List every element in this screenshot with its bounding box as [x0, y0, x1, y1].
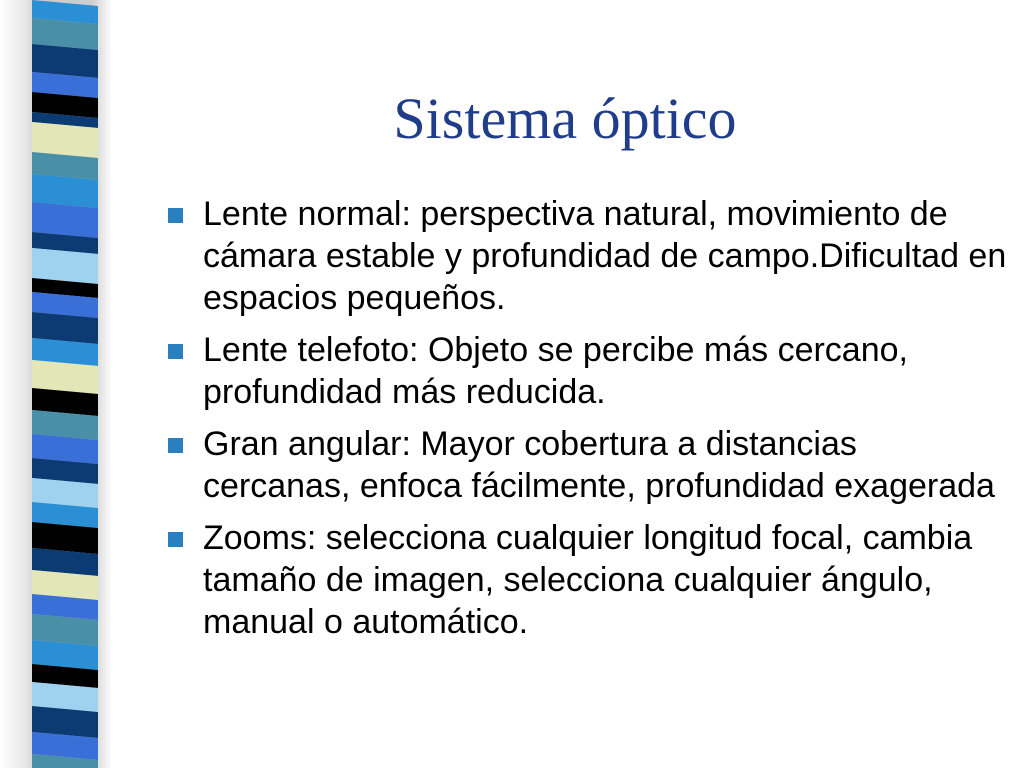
square-bullet-icon — [168, 438, 183, 453]
stripe-band — [32, 122, 98, 158]
decorative-stripe — [0, 0, 120, 768]
square-bullet-icon — [168, 208, 183, 223]
bullet-item — [164, 193, 1009, 319]
bullet-list — [164, 193, 1009, 653]
square-bullet-icon — [168, 532, 183, 547]
bullet-text: Lente normal: perspectiva natural, movimiento de cámara estable y profundidad de campo.Dificultad en espacios pequeños. — [203, 195, 1007, 317]
stripe-band — [32, 360, 98, 394]
slide-title: Sistema óptico — [393, 86, 737, 151]
stripe-band — [32, 248, 98, 284]
stripe-band — [32, 202, 98, 238]
bullet-text: Lente telefoto: Objeto se percibe más cercano, profundidad más reducida. — [203, 331, 908, 411]
bullet-text: Gran angular: Mayor cobertura a distancias cercanas, enfoca fácilmente, profundidad exagerada — [203, 425, 995, 505]
bullet-text: Zooms: selecciona cualquier longitud focal, cambia tamaño de imagen, selecciona cualquier ángulo, manual o automático. — [203, 519, 973, 641]
bullet-item — [164, 517, 1009, 643]
square-bullet-icon — [168, 344, 183, 359]
bullet-item — [164, 423, 1009, 507]
bullet-item — [164, 329, 1009, 413]
stripe-band — [32, 174, 98, 208]
